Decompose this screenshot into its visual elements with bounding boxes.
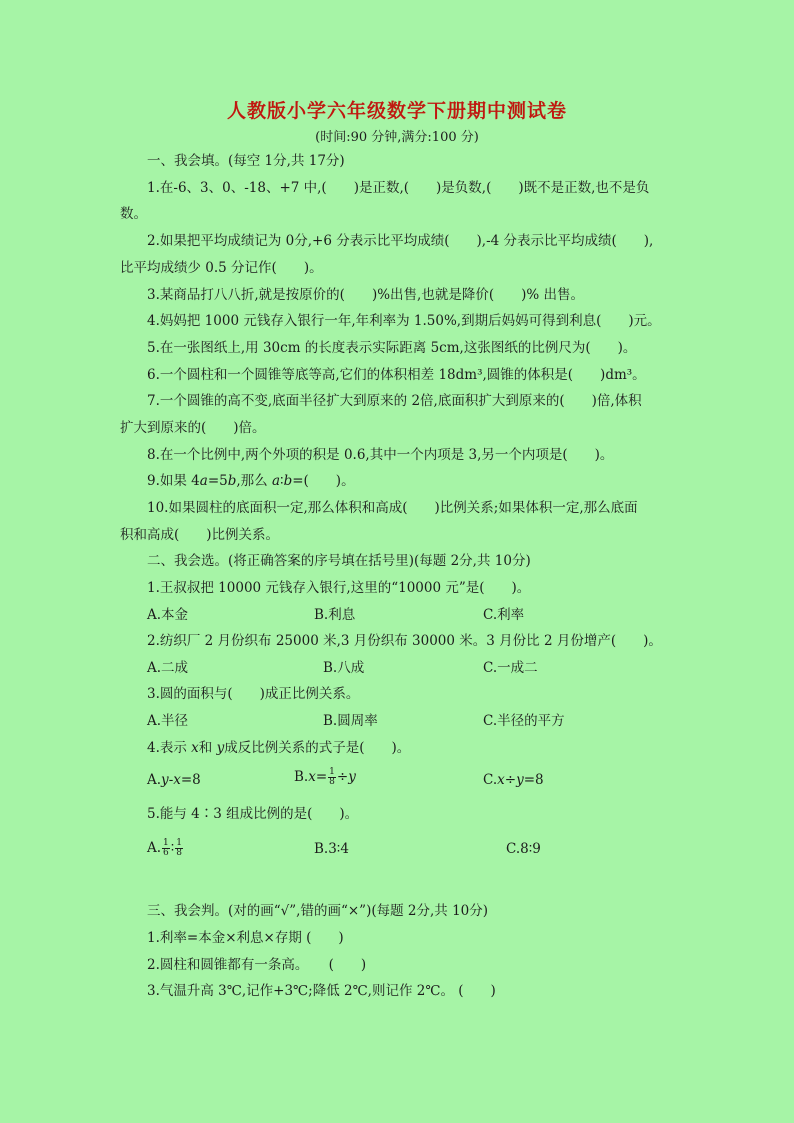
s2-q4-option-b	[294, 768, 356, 787]
q9-var-b: b	[227, 473, 237, 489]
opt-colon: ∶	[170, 840, 175, 856]
opt-var-x: x	[497, 772, 505, 788]
s1-question-2-cont: 比平均成绩少 0.5 分记作( )。	[120, 260, 323, 276]
s2-question-1: 1.王叔叔把 10000 元钱存入银行,这里的“10000 元”是( )。	[147, 580, 531, 596]
opt-var-y: y	[516, 772, 524, 788]
q9-text: =( )。	[292, 473, 355, 489]
s1-question-7-cont: 扩大到原来的( )倍。	[120, 420, 266, 436]
opt-divide: ÷	[336, 769, 349, 785]
q4-var-y: y	[216, 740, 225, 756]
s1-question-1-cont: 数。	[120, 206, 147, 222]
s2-q5-option-a	[147, 839, 184, 858]
s1-question-9	[147, 472, 355, 490]
s2-q3-option-c: C.半径的平方	[483, 713, 565, 729]
fraction	[162, 839, 170, 858]
s2-q5-option-c: C.8∶9	[506, 841, 541, 857]
opt-minus: -	[168, 772, 174, 788]
section2-heading: 二、我会选。(将正确答案的序号填在括号里)(每题 2分,共 10分)	[147, 553, 531, 569]
s2-question-2: 2.纺织厂 2 月份织布 25000 米,3 月份织布 30000 米。3 月份比 2 月份增产( )。	[147, 633, 662, 649]
s1-question-2: 2.如果把平均成绩记为 0分,+6 分表示比平均成绩( ),-4 分表示比平均成绩( ),	[147, 233, 654, 249]
s1-question-5: 5.在一张图纸上,用 30cm 的长度表示实际距离 5cm,这张图纸的比例尺为( )。	[147, 340, 637, 356]
s2-q2-option-b: B.八成	[323, 660, 365, 676]
s1-question-10-cont: 积和高成( )比例关系。	[120, 527, 280, 543]
fraction-numerator: 1	[329, 767, 335, 777]
s3-question-1: 1.利率=本金×利息×存期 ( )	[147, 930, 344, 946]
s2-q3-option-a: A.半径	[147, 713, 189, 729]
page-subtitle: (时间:90 分钟,满分:100 分)	[315, 130, 479, 145]
s1-question-6: 6.一个圆柱和一个圆锥等底等高,它们的体积相差 18dm³,圆锥的体积是( )dm³。	[147, 367, 646, 383]
s1-question-3: 3.某商品打八八折,就是按原价的( )%出售,也就是降价( )% 出售。	[147, 287, 584, 303]
opt-letter: B.	[294, 769, 309, 785]
opt-letter: C.	[483, 772, 498, 788]
q4-text: 4.表示	[147, 740, 192, 756]
s1-question-4: 4.妈妈把 1000 元钱存入银行一年,年利率为 1.50%,到期后妈妈可得到利息( )元。	[147, 313, 661, 329]
opt-letter: A.	[147, 840, 162, 856]
s3-question-2: 2.圆柱和圆锥都有一条高。 ( )	[147, 957, 367, 973]
q4-text: 成反比例关系的式子是( )。	[224, 740, 411, 756]
section3-heading: 三、我会判。(对的画“√”,错的画“×”)(每题 2分,共 10分)	[147, 903, 489, 919]
opt-var-x: x	[173, 772, 181, 788]
q9-text: 9.如果 4	[147, 473, 200, 489]
s1-question-7: 7.一个圆锥的高不变,底面半径扩大到原来的 2倍,底面积扩大到原来的( )倍,体积	[147, 393, 642, 409]
fraction-denominator: 8	[329, 777, 335, 787]
opt-var-y: y	[161, 772, 169, 788]
opt-divide: ÷	[504, 772, 517, 788]
s2-q4-option-a	[147, 771, 201, 789]
opt-letter: A.	[147, 772, 162, 788]
fraction	[175, 839, 183, 858]
q9-text: =5	[207, 473, 228, 489]
s2-q5-option-b: B.3∶4	[314, 841, 349, 857]
s2-q3-option-b: B.圆周率	[323, 713, 378, 729]
s2-q4-option-c	[483, 771, 544, 789]
opt-text: =8	[180, 772, 201, 788]
s1-question-8: 8.在一个比例中,两个外项的积是 0.6,其中一个内项是 3,另一个内项是( )。	[147, 447, 614, 463]
s2-question-3: 3.圆的面积与( )成正比例关系。	[147, 686, 360, 702]
q9-var-b: b	[283, 473, 293, 489]
section1-heading: 一、我会填。(每空 1分,共 17分)	[147, 153, 345, 169]
fraction-denominator: 8	[176, 848, 183, 858]
opt-text: =8	[523, 772, 544, 788]
s2-q1-option-c: C.利率	[483, 607, 525, 623]
s2-q2-option-a: A.二成	[147, 660, 189, 676]
q9-var-a: a	[271, 473, 281, 489]
opt-var-y: y	[348, 769, 356, 785]
s2-q2-option-c: C.一成二	[483, 660, 538, 676]
q9-colon: ∶	[280, 473, 284, 489]
fraction-numerator: 1	[163, 838, 169, 848]
s2-q1-option-a: A.本金	[147, 607, 189, 623]
q9-var-a: a	[199, 473, 208, 489]
q4-text: 和	[198, 740, 217, 756]
q4-var-x: x	[191, 740, 199, 756]
s1-question-1: 1.在-6、3、0、-18、+7 中,( )是正数,( )是负数,( )既不是正数,也不是负	[147, 180, 650, 196]
s2-question-4	[147, 739, 410, 757]
fraction	[328, 768, 336, 787]
s1-question-10: 10.如果圆柱的底面积一定,那么体积和高成( )比例关系;如果体积一定,那么底面	[147, 500, 638, 516]
opt-var-x: x	[308, 769, 316, 785]
fraction-denominator: 6	[163, 848, 169, 858]
fraction-numerator: 1	[176, 838, 183, 848]
s2-q1-option-b: B.利息	[314, 607, 356, 623]
s2-question-5: 5.能与 4∶3 组成比例的是( )。	[147, 806, 359, 822]
q9-text: ,那么	[236, 473, 272, 489]
opt-equals: =	[315, 769, 328, 785]
page-title: 人教版小学六年级数学下册期中测试卷	[226, 100, 567, 122]
s3-question-3: 3.气温升高 3℃,记作+3℃;降低 2℃,则记作 2℃。 ( )	[147, 983, 496, 999]
